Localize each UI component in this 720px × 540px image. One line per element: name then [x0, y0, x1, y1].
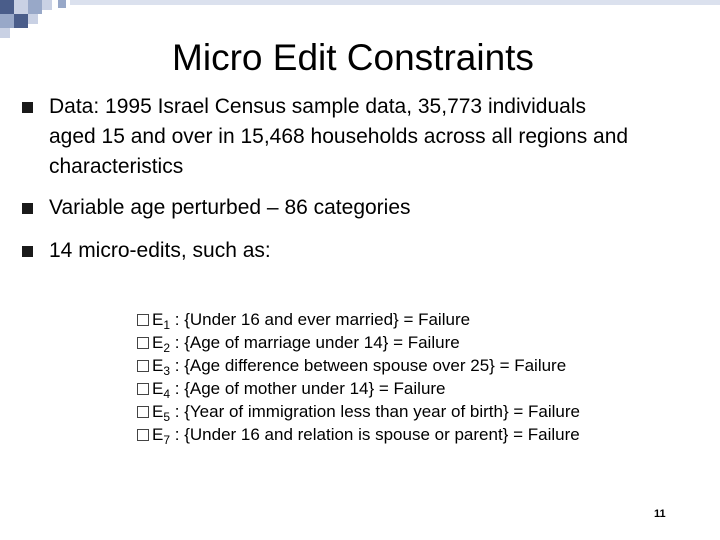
checkbox-bullet-icon [137, 360, 149, 372]
bullet-text-line: Variable age perturbed – 86 categories [49, 196, 411, 219]
checkbox-bullet-icon [137, 383, 149, 395]
checkbox-bullet-icon [137, 337, 149, 349]
edit-label: E [152, 379, 164, 398]
edit-text: : {Age of marriage under 14} = Failure [170, 333, 460, 352]
edit-index: 3 [163, 364, 171, 378]
edit-text: : {Under 16 and relation is spouse or parent} = Failure [170, 425, 580, 444]
bullet-text-line: characteristics [49, 155, 184, 178]
edit-index: 5 [163, 410, 171, 424]
edit-label: E [152, 310, 164, 329]
slide-title: Micro Edit Constraints [172, 37, 534, 78]
square-bullet-icon [22, 246, 33, 257]
square-bullet-icon [22, 102, 33, 113]
checkbox-bullet-icon [137, 429, 149, 441]
bullet-text-line: aged 15 and over in 15,468 households across all regions and [49, 125, 629, 148]
edit-index: 4 [163, 387, 171, 401]
edit-text: : {Age difference between spouse over 25} = Failure [170, 356, 567, 375]
checkbox-bullet-icon [137, 314, 149, 326]
page-number: 11 [654, 508, 666, 520]
decorative-checker-pattern [0, 0, 720, 40]
edit-label: E [152, 333, 164, 352]
edit-text: : {Year of immigration less than year of birth} = Failure [170, 402, 580, 421]
bullet-text-line: Data: 1995 Israel Census sample data, 35,773 individuals [49, 95, 586, 118]
edit-label: E [152, 402, 164, 421]
edit-label: E [152, 356, 164, 375]
bullet-text-line: 14 micro-edits, such as: [49, 239, 271, 262]
edit-text: : {Under 16 and ever married} = Failure [170, 310, 471, 329]
edit-label: E [152, 425, 164, 444]
edit-index: 2 [163, 341, 171, 355]
checkbox-bullet-icon [137, 406, 149, 418]
edit-text: : {Age of mother under 14} = Failure [170, 379, 446, 398]
edit-index: 7 [163, 433, 171, 447]
edit-index: 1 [163, 318, 171, 332]
square-bullet-icon [22, 203, 33, 214]
